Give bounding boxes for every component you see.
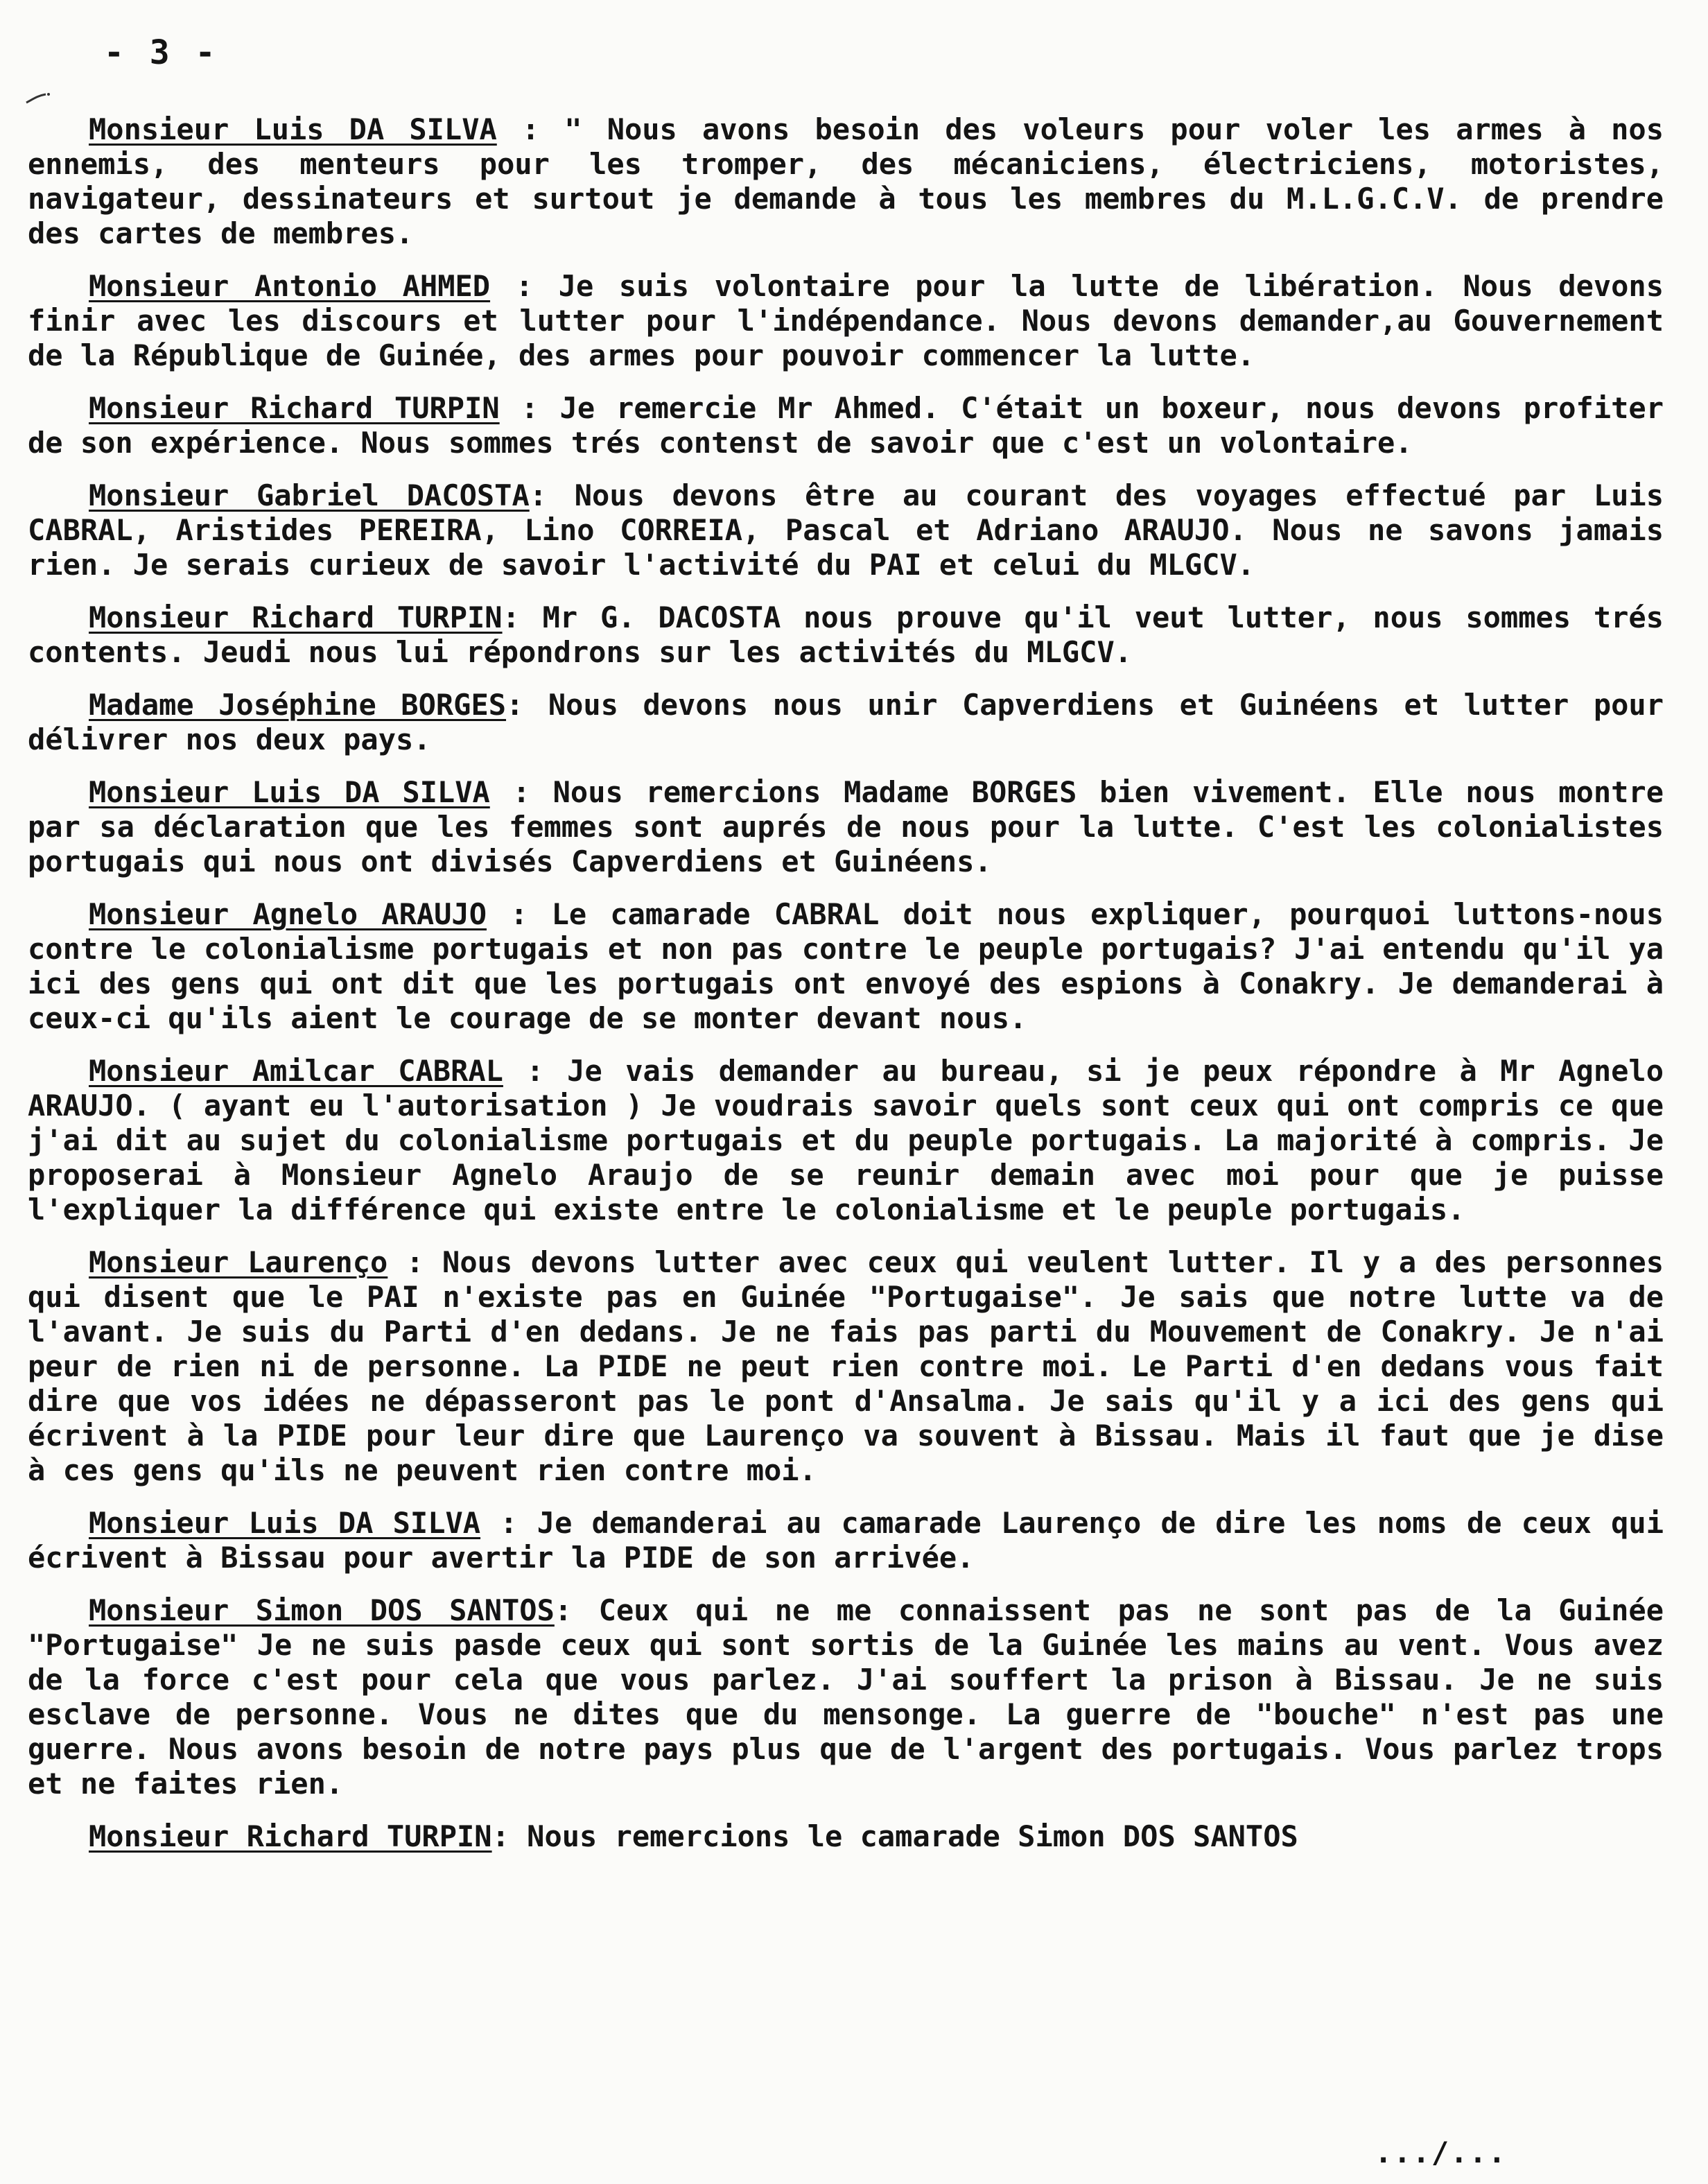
speaker-name: Madame Joséphine BORGES	[89, 688, 507, 722]
statement-paragraph	[28, 600, 1664, 670]
statement-text: Nous remercions Madame BORGES bien vivement. Elle nous montre par sa déclaration que les femmes sont auprés de nous pour la lutte. C'est les colonialistes portugais qui nous ont divisés Capverdiens et Guinéens.	[28, 775, 1664, 878]
statement-text: Ceux qui ne me connaissent pas ne sont pas de la Guinée "Portugaise" Je ne suis pasde ceux qui sont sortis de la Guinée les mains au vent. Vous avez de la force c'est pour cela que vous parlez. J'ai souffert la prison à Bissau. Je ne suis esclave de personne. Vous ne dites que du mensonge. La guerre de "bouche" n'est pas une guerre. Nous avons besoin de notre pays plus que de l'argent des portugais. Vous parlez trops et ne faites rien.	[28, 1593, 1664, 1801]
speaker-separator: :	[502, 600, 543, 634]
statement-text: Je vais demander au bureau, si je peux répondre à Mr Agnelo ARAUJO. ( ayant eu l'autorisation ) Je voudrais savoir quels sont ceux qui ont compris ce que j'ai dit au sujet du colonialisme portugais et du peuple portugais. La majorité à compris. Je proposerai à Monsieur Agnelo Araujo de se reunir demain avec moi pour que je puisse l'expliquer la différence qui existe entre le colonialisme et le peuple portugais.	[28, 1054, 1664, 1227]
statement-paragraph	[28, 112, 1664, 251]
ink-mark-icon	[25, 92, 53, 105]
speaker-name: Monsieur Amilcar CABRAL	[89, 1054, 503, 1088]
statement-paragraph	[28, 269, 1664, 373]
statement-text: Nous devons être au courant des voyages effectué par Luis CABRAL, Aristides PEREIRA, Lino CORREIA, Pascal et Adriano ARAUJO. Nous ne savons jamais rien. Je serais curieux de savoir l'activité du PAI et celui du MLGCV.	[28, 478, 1664, 582]
page-number: - 3 -	[104, 33, 218, 72]
statement-paragraph	[28, 688, 1664, 757]
statement-text: Je remercie Mr Ahmed. C'était un boxeur, nous devons profiter de son expérience. Nous sommes trés contenst de savoir que c'est un volontaire.	[28, 391, 1664, 460]
statement-text: Mr G. DACOSTA nous prouve qu'il veut lutter, nous sommes trés contents. Jeudi nous lui répondrons sur les activités du MLGCV.	[28, 600, 1664, 669]
speaker-name: Monsieur Richard TURPIN	[89, 391, 500, 425]
speaker-name: Monsieur Richard TURPIN	[89, 600, 503, 634]
speaker-name: Monsieur Antonio AHMED	[89, 269, 491, 303]
statement-text: Je suis volontaire pour la lutte de libération. Nous devons finir avec les discours et lutter pour l'indépendance. Nous devons demander,au Gouvernement de la République de Guinée, des armes pour pouvoir commencer la lutte.	[28, 269, 1664, 372]
speaker-separator: :	[506, 688, 548, 722]
speaker-name: Monsieur Simon DOS SANTOS	[89, 1593, 555, 1627]
statement-text: Le camarade CABRAL doit nous expliquer, pourquoi luttons-nous contre le colonialisme portugais et non pas contre le peuple portugais? J'ai entendu qu'il ya ici des gens qui ont dit que les portugais ont envoyé des espions à Conakry. Je demanderai à ceux-ci qu'ils aient le courage de se monter devant nous.	[28, 897, 1664, 1035]
speaker-separator: :	[387, 1245, 443, 1279]
statement-text: Nous devons lutter avec ceux qui veulent lutter. Il y a des personnes qui disent que le PAI n'existe pas en Guinée "Portugaise". Je sais que notre lutte va de l'avant. Je suis du Parti d'en dedans. Je ne fais pas parti du Mouvement de Conakry. Je n'ai peur de rien ni de personne. La PIDE ne peut rien contre moi. Le Parti d'en dedans vous fait dire que vos idées ne dépasseront pas le pont d'Ansalma. Je sais qu'il y a ici des gens qui écrivent à la PIDE pour leur dire que Laurenço va souvent à Bissau. Mais il faut que je dise à ces gens qu'ils ne peuvent rien contre moi.	[28, 1245, 1664, 1487]
speaker-name: Monsieur Agnelo ARAUJO	[89, 897, 487, 931]
speaker-separator: :	[529, 478, 575, 512]
speaker-name: Monsieur Luis DA SILVA	[89, 112, 497, 146]
speaker-separator: :	[554, 1593, 599, 1627]
statement-paragraph	[28, 1245, 1664, 1488]
speaker-separator: :	[503, 1054, 568, 1088]
statement-paragraph	[28, 1819, 1664, 1854]
statement-paragraph	[28, 1506, 1664, 1575]
speaker-separator: :	[491, 1819, 528, 1853]
speaker-separator: :	[480, 1506, 537, 1540]
statement-paragraph	[28, 775, 1664, 879]
speaker-name: Monsieur Richard TURPIN	[89, 1819, 492, 1853]
speaker-separator: :	[489, 775, 553, 809]
statement-paragraph	[28, 897, 1664, 1036]
statement-paragraph	[28, 478, 1664, 582]
statement-text: Nous devons nous unir Capverdiens et Guinéens et lutter pour délivrer nos deux pays.	[28, 688, 1664, 756]
speaker-separator: :	[496, 112, 565, 146]
statement-paragraph	[28, 1593, 1664, 1801]
statement-paragraph	[28, 391, 1664, 460]
statement-paragraph	[28, 1054, 1664, 1227]
speaker-separator: :	[499, 391, 560, 425]
continuation-marker: .../...	[1374, 2135, 1507, 2169]
statement-text: Je demanderai au camarade Laurenço de dire les noms de ceux qui écrivent à Bissau pour avertir la PIDE de son arrivée.	[28, 1506, 1664, 1575]
speaker-name: Monsieur Gabriel DACOSTA	[89, 478, 530, 512]
statement-text: Nous remercions le camarade Simon DOS SANTOS	[527, 1819, 1298, 1853]
speaker-name: Monsieur Laurenço	[89, 1245, 388, 1279]
minutes-body	[28, 112, 1664, 1872]
statement-text: " Nous avons besoin des voleurs pour voler les armes à nos ennemis, des menteurs pour les tromper, des mécaniciens, électriciens, motoristes, navigateur, dessinateurs et surtout je demande à tous les membres du M.L.G.C.V. de prendre des cartes de membres.	[28, 112, 1664, 250]
speaker-separator: :	[490, 269, 559, 303]
speaker-name: Monsieur Luis DA SILVA	[89, 1506, 481, 1540]
speaker-name: Monsieur Luis DA SILVA	[89, 775, 490, 809]
speaker-separator: :	[487, 897, 552, 931]
